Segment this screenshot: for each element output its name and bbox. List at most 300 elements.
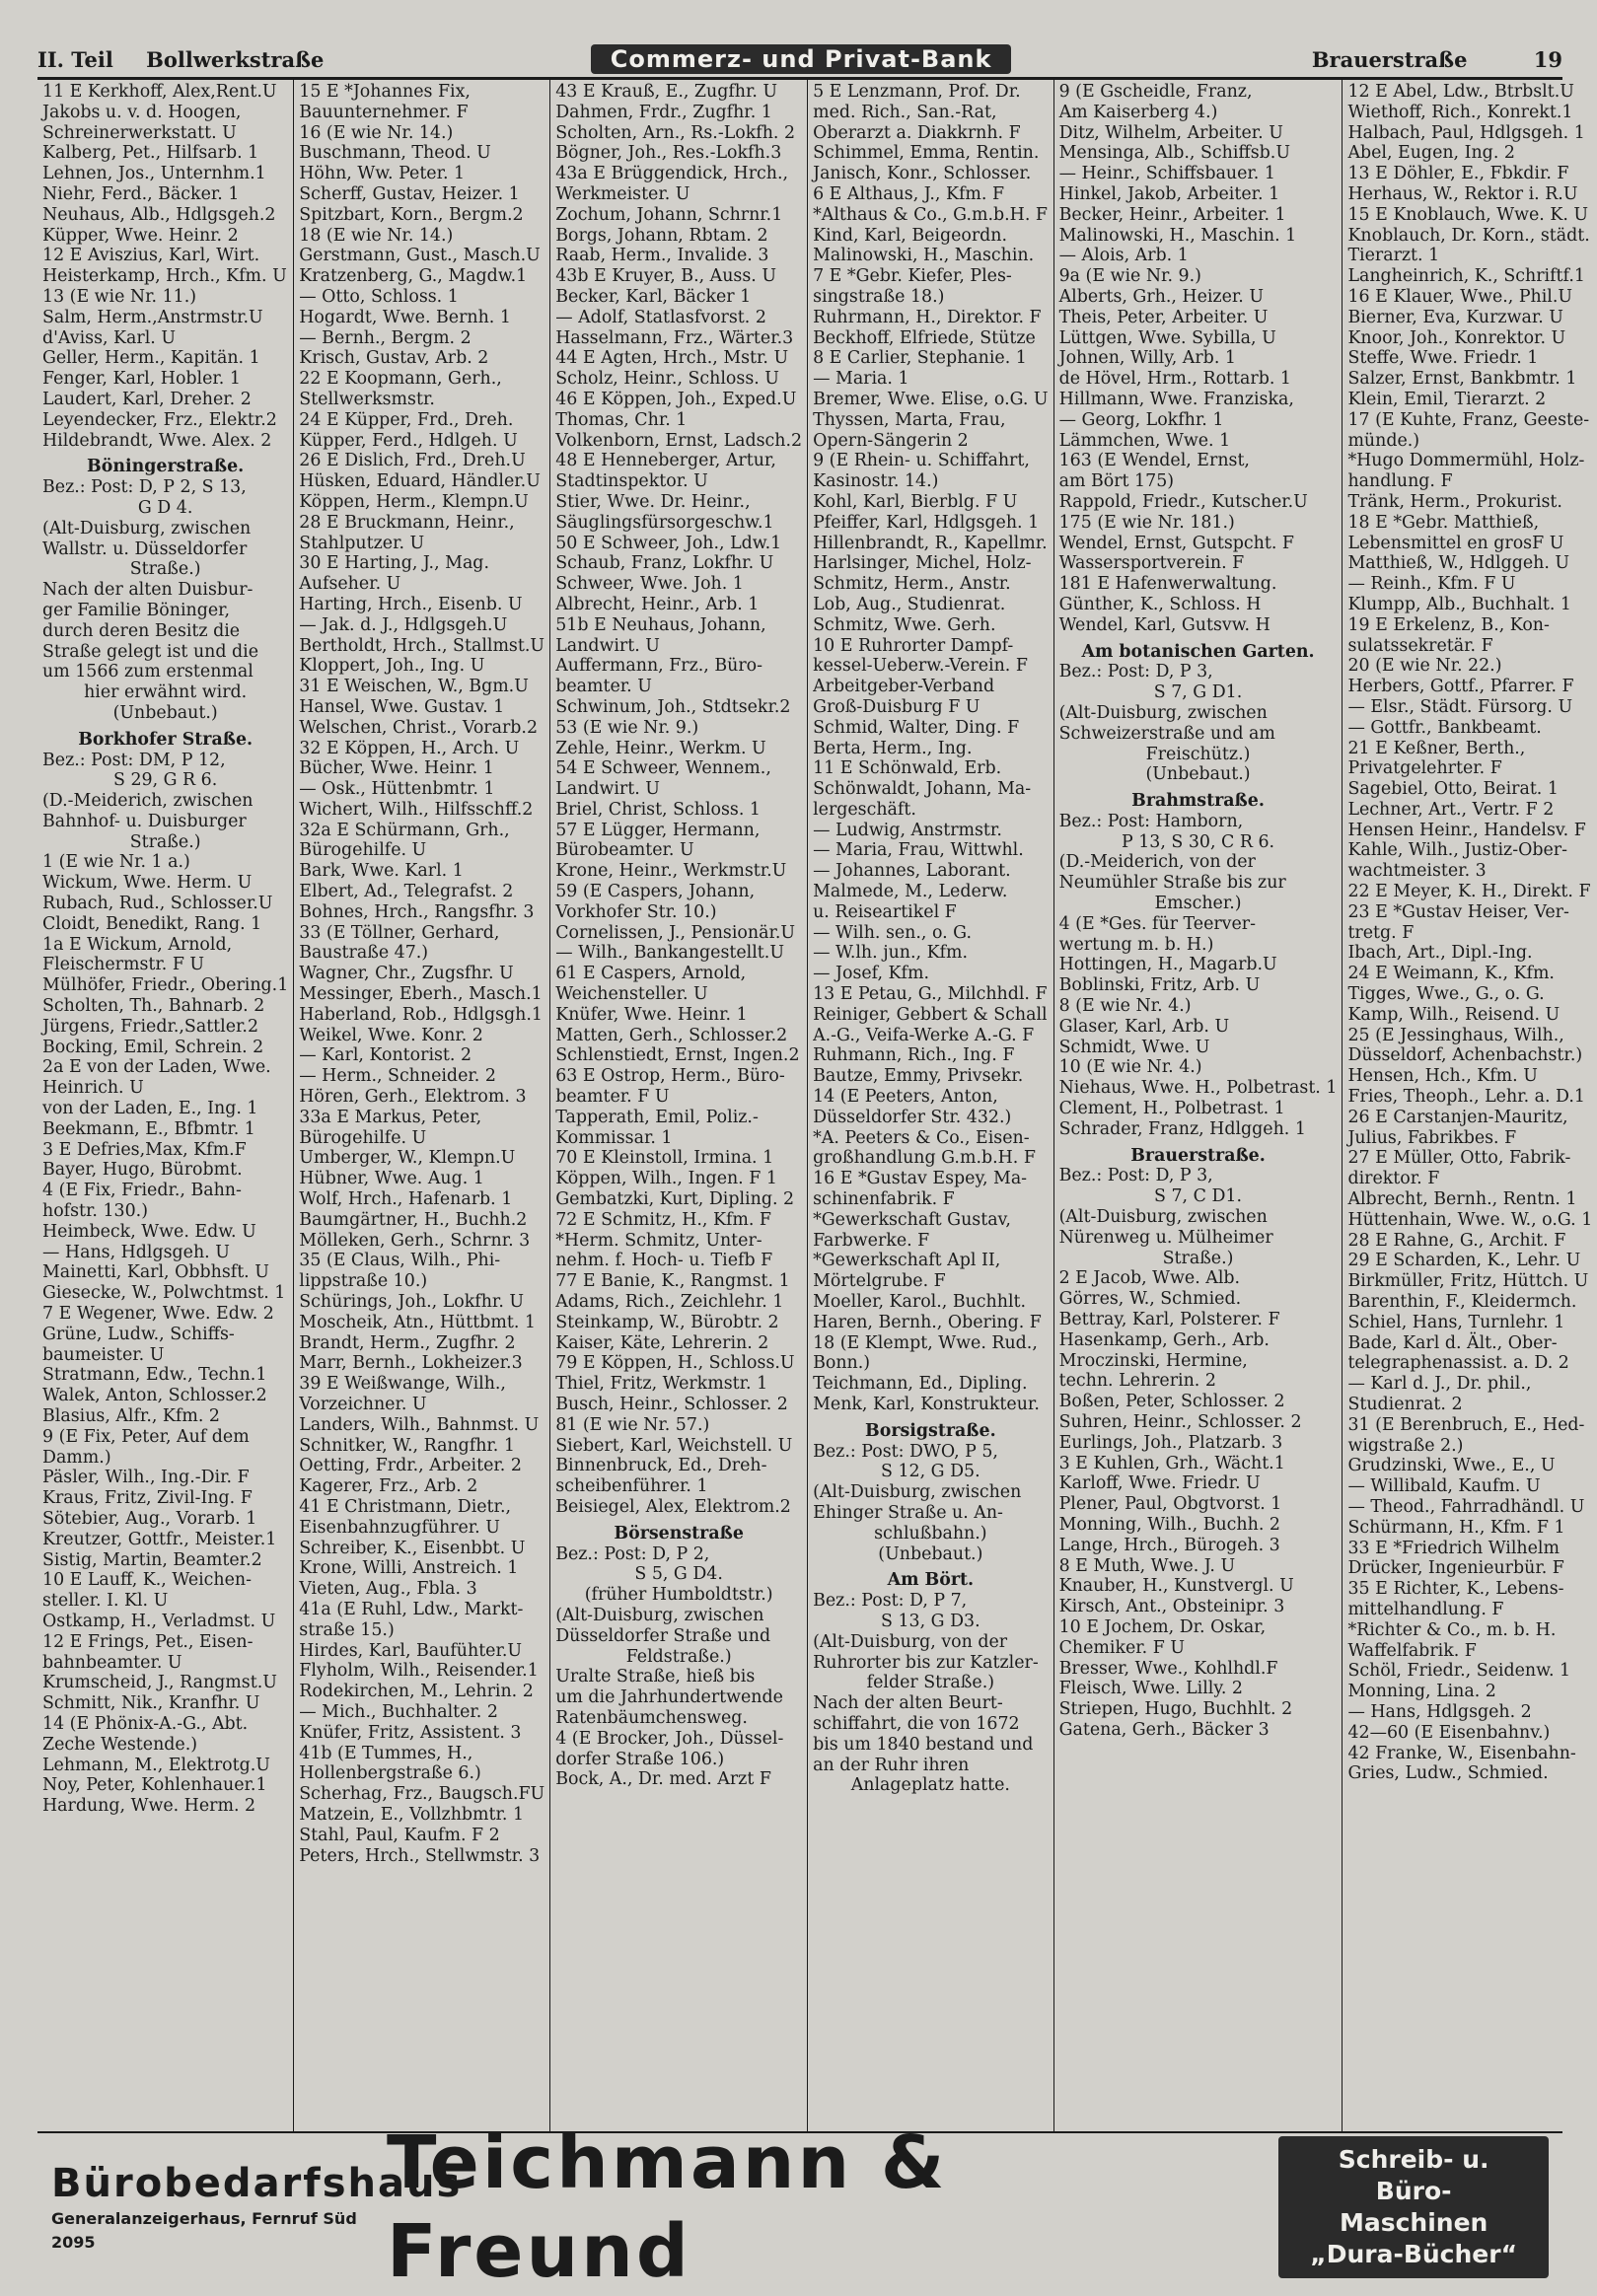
directory-entry: Striepen, Hugo, Buchhlt. 2 [1058, 1699, 1293, 1720]
directory-entry: Schreinerwerkstatt. U [42, 122, 237, 143]
directory-entry: — Hans, Hdlgsgeh. 2 [1347, 1701, 1532, 1722]
directory-entry: Kahle, Wilh., Justiz-Ober- [1347, 840, 1567, 861]
directory-entry: Herbers, Gottf., Pfarrer. F [1347, 677, 1574, 697]
directory-entry: Thomas, Chr. 1 [555, 409, 688, 430]
directory-entry: de Hövel, Hrm., Rottarb. 1 [1058, 369, 1291, 390]
directory-entry: Krone, Heinr., Werkmstr.U [555, 861, 787, 882]
directory-entry: S 7, G D1. [1153, 682, 1243, 703]
directory-entry: Walek, Anton, Schlosser.2 [42, 1386, 267, 1406]
directory-entry: Elbert, Ad., Telegrafst. 2 [299, 882, 514, 902]
directory-entry: Volkenborn, Ernst, Ladsch.2 [555, 430, 803, 451]
directory-entry: Bertholdt, Hrch., Stallmst.U [299, 635, 545, 656]
directory-entry: — Osk., Hüttenbmtr. 1 [299, 779, 495, 800]
directory-entry: Schimmel, Emma, Rentin. [813, 143, 1040, 164]
directory-entry: 24 E Weimann, K., Kfm. [1347, 964, 1555, 984]
directory-entry: 31 E Weischen, W., Bgm.U [299, 677, 529, 697]
directory-entry: Bierner, Eva, Kurzwar. U [1347, 307, 1563, 327]
directory-entry: 10 (E wie Nr. 4.) [1058, 1057, 1202, 1078]
directory-entry: Straße.) [129, 831, 201, 852]
directory-entry: Groß-Duisburg F U [813, 696, 980, 717]
directory-entry: Vorkhofer Str. 10.) [555, 901, 717, 922]
directory-entry: Schiel, Hans, Turnlehr. 1 [1347, 1312, 1565, 1332]
directory-entry: Werkmeister. U [555, 183, 690, 204]
directory-entry: Moeller, Karol., Buchhlt. [813, 1292, 1027, 1313]
ad-right-box [1278, 2136, 1549, 2278]
directory-entry: Hogardt, Wwe. Bernh. 1 [299, 307, 511, 327]
directory-entry: Knüfer, Fritz, Assistent. 3 [299, 1722, 522, 1743]
directory-entry: — Maria, Frau, Wittwhl. [813, 840, 1024, 861]
column-4 [808, 80, 1054, 2131]
street-heading: Borsigstraße. [865, 1420, 996, 1441]
directory-entry: 14 (E Phönix-A.-G., Abt. [42, 1713, 249, 1734]
directory-entry: 63 E Ostrop, Herm., Büro- [555, 1066, 785, 1087]
directory-entry: Clement, H., Polbetrast. 1 [1058, 1099, 1285, 1119]
directory-entry: Günther, K., Schloss. H [1058, 594, 1262, 614]
directory-entry: 59 (E Caspers, Johann, [555, 882, 756, 902]
directory-entry: Blasius, Alfr., Kfm. 2 [42, 1406, 220, 1426]
page-header [37, 41, 1562, 80]
directory-entry: Straße gelegt ist und die [42, 641, 258, 662]
directory-entry: Lehmann, M., Elektrotg.U [42, 1755, 270, 1775]
directory-entry: Cornelissen, J., Pensionär.U [555, 922, 796, 943]
directory-entry: Eurlings, Joh., Platzarb. 3 [1058, 1432, 1283, 1453]
directory-entry: Glaser, Karl, Arb. U [1058, 1016, 1230, 1037]
directory-entry: 2a E von der Laden, Wwe. [42, 1057, 271, 1078]
street-heading: Borkhofer Straße. [78, 729, 254, 750]
directory-entry: Matzein, E., Vollzhbmtr. 1 [299, 1804, 525, 1825]
directory-entry: 72 E Schmitz, H., Kfm. F [555, 1209, 771, 1230]
directory-entry: — Georg, Lokfhr. 1 [1058, 409, 1224, 430]
directory-entry: Spitzbart, Korn., Bergm.2 [299, 204, 524, 225]
directory-entry: Kind, Karl, Beigeordn. [813, 225, 1008, 246]
directory-entry: Nach der alten Beurt- [813, 1693, 1003, 1714]
directory-entry: Salm, Herm.,Anstrmstr.U [42, 307, 263, 327]
directory-entry: — Mich., Buchhalter. 2 [299, 1701, 498, 1722]
directory-entry: 70 E Kleinstoll, Irmina. 1 [555, 1148, 774, 1169]
directory-entry: *Gewerkschaft Apl II, [813, 1251, 1001, 1271]
column-6 [1343, 80, 1597, 2131]
directory-entry: sulatssekretär. F [1347, 635, 1493, 656]
directory-entry: Ostkamp, H., Verladmst. U [42, 1611, 276, 1631]
directory-entry: med. Rich., San.-Rat, [813, 102, 997, 122]
directory-entry: Thiel, Fritz, Werkmstr. 1 [555, 1374, 768, 1395]
directory-entry: Plener, Paul, Obgtvorst. 1 [1058, 1494, 1282, 1515]
directory-entry: Anlageplatz hatte. [850, 1775, 1010, 1796]
directory-entry: *Herm. Schmitz, Unter- [555, 1230, 762, 1251]
directory-entry: Schrader, Franz, Hdlggeh. 1 [1058, 1118, 1306, 1139]
directory-entry: Aufseher. U [299, 574, 401, 595]
directory-entry: Knoor, Joh., Konrektor. U [1347, 327, 1566, 348]
directory-entry: Zeche Westende.) [42, 1734, 198, 1755]
directory-entry: 22 E Koopmann, Gerh., [299, 369, 502, 390]
directory-entry: Gatena, Gerh., Bäcker 3 [1058, 1719, 1270, 1740]
directory-entry: Cloidt, Benedikt, Rang. 1 [42, 913, 262, 934]
directory-entry: Kommissar. 1 [555, 1127, 673, 1148]
directory-entry: 11 E Schönwald, Erb. [813, 758, 1002, 779]
directory-entry: Tapperath, Emil, Poliz.- [555, 1107, 759, 1127]
directory-entry: 43b E Kruyer, B., Auss. U [555, 266, 776, 287]
directory-entry: 22 E Meyer, K. H., Direkt. F [1347, 882, 1591, 902]
directory-entry: felder Straße.) [866, 1673, 995, 1693]
directory-entry: handlung. F [1347, 471, 1453, 492]
directory-entry: Wassersportverein. F [1058, 553, 1245, 574]
directory-entry: münde.) [1347, 430, 1420, 451]
directory-entry: von der Laden, E., Ing. 1 [42, 1099, 258, 1119]
directory-entry: Sistig, Martin, Beamter.2 [42, 1549, 262, 1570]
directory-entry: — Johannes, Laborant. [813, 861, 1011, 882]
directory-entry: u. Reiseartikel F [813, 901, 957, 922]
directory-entry: Bürogehilfe. U [299, 1127, 427, 1148]
columns-area [37, 80, 1593, 2133]
directory-entry: um die Jahrhundertwende [555, 1687, 783, 1708]
ad-left-title: Bürobedarfshaus [51, 2161, 463, 2206]
directory-entry: Düsseldorfer Straße und [555, 1625, 771, 1646]
directory-entry: Thyssen, Marta, Frau, [813, 409, 1006, 430]
directory-entry: beamter. F U [555, 1087, 670, 1108]
directory-entry: Drücker, Ingenieurbür. F [1347, 1558, 1564, 1579]
directory-entry: Laudert, Karl, Dreher. 2 [42, 389, 252, 409]
directory-entry: (Alt-Duisburg, zwischen [42, 518, 252, 538]
directory-entry: Bez.: Post: D, P 3, [1058, 1166, 1213, 1186]
directory-entry: Tigges, Wwe., G., o. G. [1347, 984, 1545, 1005]
directory-entry: Bez.: Post: D, P 2, S 13, [42, 477, 247, 498]
directory-entry: — Alois, Arb. 1 [1058, 246, 1189, 266]
directory-entry: 18 (E wie Nr. 14.) [299, 225, 454, 246]
directory-entry: bis um 1840 bestand und [813, 1734, 1034, 1755]
directory-entry: — Willibald, Kaufm. U [1347, 1476, 1541, 1497]
directory-entry: — W.lh. jun., Kfm. [813, 943, 969, 964]
directory-entry: Malmede, M., Lederw. [813, 882, 1008, 902]
directory-entry: Reiniger, Gebbert & Schall [813, 1004, 1048, 1025]
directory-entry: 54 E Schweer, Wennem., [555, 758, 771, 779]
directory-entry: Beckhoff, Elfriede, Stütze [813, 327, 1036, 348]
directory-entry: *Hugo Dommermühl, Holz- [1347, 451, 1585, 471]
directory-entry: Giesecke, W., Polwchtmst. 1 [42, 1283, 286, 1304]
directory-entry: Umberger, W., Klempn.U [299, 1148, 516, 1169]
directory-entry: Fenger, Karl, Hobler. 1 [42, 369, 241, 390]
directory-entry: Lebensmittel en grosF U [1347, 533, 1564, 553]
directory-entry: Chemiker. F U [1058, 1637, 1185, 1658]
directory-entry: Privatgelehrter. F [1347, 758, 1502, 779]
directory-entry: Mroczinski, Hermine, [1058, 1350, 1248, 1371]
page-number: 19 [1533, 46, 1562, 72]
directory-entry: Hardung, Wwe. Herm. 2 [42, 1796, 256, 1817]
directory-entry: 33a E Markus, Peter, [299, 1107, 482, 1127]
directory-entry: (Unbebaut.) [1145, 764, 1251, 785]
directory-entry: Bettray, Karl, Polsterer. F [1058, 1310, 1280, 1330]
directory-entry: — Josef, Kfm. [813, 964, 929, 984]
directory-entry: Teichmann, Ed., Dipling. [813, 1374, 1028, 1395]
directory-entry: scheibenführer. 1 [555, 1476, 708, 1497]
directory-entry: großhandlung G.m.b.H. F [813, 1148, 1036, 1169]
directory-entry: Becker, Heinr., Arbeiter. 1 [1058, 204, 1286, 225]
directory-entry: (Unbebaut.) [878, 1543, 983, 1564]
directory-entry: Abel, Eugen, Ing. 2 [1347, 143, 1515, 164]
directory-entry: S 13, G D3. [881, 1611, 980, 1631]
directory-entry: Janisch, Konr., Schlosser. [813, 164, 1032, 184]
directory-entry: Schmidt, Wwe. U [1058, 1037, 1210, 1057]
directory-entry: Hinkel, Jakob, Arbeiter. 1 [1058, 183, 1280, 204]
directory-entry: *Richter & Co., m. b. H. [1347, 1619, 1557, 1640]
directory-entry: Waffelfabrik. F [1347, 1640, 1477, 1661]
directory-entry: Tränk, Herm., Prokurist. [1347, 491, 1562, 512]
directory-entry: Moscheik, Atn., Hüttbmt. 1 [299, 1312, 536, 1332]
directory-entry: 16 E Klauer, Wwe., Phil.U [1347, 286, 1573, 307]
directory-entry: Scholz, Heinr., Schloss. U [555, 369, 779, 390]
directory-entry: — Bernh., Bergm. 2 [299, 327, 472, 348]
directory-entry: Bahnhof- u. Duisburger [42, 811, 247, 831]
directory-entry: Busch, Heinr., Schlosser. 2 [555, 1395, 788, 1414]
directory-entry: Mensinga, Alb., Schiffsb.U [1058, 143, 1290, 164]
directory-entry: Bade, Karl d. Ält., Ober- [1347, 1332, 1558, 1353]
directory-entry: Peters, Hrch., Stellwmstr. 3 [299, 1845, 541, 1866]
directory-entry: 27 E Müller, Otto, Fabrik- [1347, 1148, 1571, 1169]
directory-entry: Baumgärtner, H., Buchh.2 [299, 1209, 528, 1230]
directory-entry: nehm. f. Hoch- u. Tiefb F [555, 1251, 773, 1271]
directory-entry: 32 E Köppen, H., Arch. U [299, 738, 520, 758]
directory-entry: kessel-Ueberw.-Verein. F [813, 656, 1028, 677]
directory-entry: Jakobs u. v. d. Hoogen, [42, 102, 242, 122]
directory-entry: 14 (E Peeters, Anton, [813, 1087, 998, 1108]
directory-entry: 163 (E Wendel, Ernst, [1058, 451, 1250, 471]
directory-entry: Wichert, Wilh., Hilfsschff.2 [299, 799, 534, 820]
directory-entry: — Karl d. J., Dr. phil., [1347, 1374, 1532, 1395]
directory-entry: 42 Franke, W., Eisenbahn- [1347, 1743, 1576, 1763]
directory-entry: Vorzeichner. U [299, 1395, 427, 1414]
directory-entry: Schlenstiedt, Ernst, Ingen.2 [555, 1045, 800, 1066]
directory-entry: Hüsken, Eduard, Händler.U [299, 471, 541, 492]
directory-entry: S 12, G D5. [881, 1462, 980, 1482]
directory-entry: Krone, Willi, Anstreich. 1 [299, 1558, 519, 1579]
ad-right-line-1: Schreib- u. Büro- [1338, 2145, 1489, 2205]
directory-entry: Schweer, Wwe. Joh. 1 [555, 574, 744, 595]
directory-entry: Bauunternehmer. F [299, 102, 469, 122]
directory-entry: 48 E Henneberger, Artur, [555, 451, 776, 471]
directory-entry: am Bört 175) [1058, 471, 1175, 492]
directory-entry: Neumühler Straße bis zur [1058, 873, 1286, 894]
directory-entry: Niehr, Ferd., Bäcker. 1 [42, 183, 240, 204]
directory-entry: Studienrat. 2 [1347, 1395, 1463, 1414]
directory-entry: Binnenbruck, Ed., Dreh- [555, 1456, 767, 1476]
directory-entry: Bez.: Post: D, P 2, [555, 1543, 710, 1564]
directory-entry: Welschen, Christ., Vorarb.2 [299, 717, 539, 738]
directory-entry: Krisch, Gustav, Arb. 2 [299, 348, 489, 369]
directory-entry: wigstraße 2.) [1347, 1435, 1464, 1456]
directory-entry: Leyendecker, Frz., Elektr.2 [42, 409, 277, 430]
directory-entry: Lange, Hrch., Bürogeh. 3 [1058, 1535, 1280, 1555]
directory-entry: Bresser, Wwe., Kohlhdl.F [1058, 1658, 1278, 1679]
directory-entry: durch deren Besitz die [42, 620, 241, 641]
directory-entry: Stadtinspektor. U [555, 471, 708, 492]
directory-entry: 81 (E wie Nr. 57.) [555, 1414, 710, 1435]
directory-entry: Bonn.) [813, 1353, 871, 1374]
directory-entry: Stahlputzer. U [299, 533, 425, 553]
directory-entry: 11 E Kerkhoff, Alex,Rent.U [42, 82, 277, 102]
directory-entry: Schmitz, Herm., Anstr. [813, 574, 1011, 595]
directory-entry: Küpper, Wwe. Heinr. 2 [42, 225, 239, 246]
directory-entry: Klumpp, Alb., Buchhalt. 1 [1347, 594, 1571, 614]
directory-entry: Wendel, Karl, Gutsvw. H [1058, 614, 1270, 635]
directory-entry: Theis, Peter, Arbeiter. U [1058, 307, 1269, 327]
directory-entry: Bocking, Emil, Schrein. 2 [42, 1037, 264, 1057]
directory-entry: Bez.: Post: Hamborn, [1058, 811, 1244, 831]
directory-entry: Oetting, Frdr., Arbeiter. 2 [299, 1456, 522, 1476]
directory-entry: — Wilh., Bankangestellt.U [555, 943, 784, 964]
directory-entry: 53 (E wie Nr. 9.) [555, 717, 699, 738]
directory-entry: Knauber, H., Kunstvergl. U [1058, 1576, 1294, 1597]
directory-entry: Weikel, Wwe. Konr. 2 [299, 1025, 483, 1045]
directory-entry: Säuglingsfürsorgeschw.1 [555, 512, 774, 533]
directory-entry: (D.-Meiderich, zwischen [42, 791, 254, 812]
directory-entry: — Karl, Kontorist. 2 [299, 1045, 472, 1066]
directory-entry: Beisiegel, Alex, Elektrom.2 [555, 1496, 791, 1517]
right-street-label: Brauerstraße [1311, 46, 1468, 72]
ad-left-subtitle: Generalanzeigerhaus, Fernruf Süd 2095 [51, 2209, 357, 2252]
directory-entry: 4 (E Fix, Friedr., Bahn- [42, 1181, 242, 1201]
directory-entry: schlußbahn.) [874, 1523, 987, 1543]
directory-entry: Menk, Karl, Konstrukteur. [813, 1395, 1040, 1414]
directory-entry: Köppen, Wilh., Ingen. F 1 [555, 1169, 777, 1189]
directory-entry: Niehaus, Wwe. H., Polbetrast. 1 [1058, 1078, 1338, 1099]
directory-entry: Düsseldorfer Str. 432.) [813, 1107, 1012, 1127]
directory-entry: Hüttenhain, Wwe. W., o.G. 1 [1347, 1209, 1593, 1230]
directory-entry: — Ludwig, Anstrmstr. [813, 820, 1002, 840]
directory-entry: Schönwaldt, Johann, Ma- [813, 779, 1032, 800]
directory-entry: Wolf, Hrch., Hafenarb. 1 [299, 1189, 513, 1210]
directory-entry: Hasenkamp, Gerh., Arb. [1058, 1329, 1270, 1350]
directory-entry: Düsseldorf, Achenbachstr.) [1347, 1045, 1583, 1066]
directory-entry: Mörtelgrube. F [813, 1271, 946, 1292]
directory-entry: A.-G., Veifa-Werke A.-G. F [813, 1025, 1035, 1045]
directory-entry: (Alt-Duisburg, zwischen [555, 1605, 764, 1625]
directory-entry: Bücher, Wwe. Heinr. 1 [299, 758, 494, 779]
directory-entry: Scherhag, Frz., Baugsch.FU [299, 1784, 545, 1805]
directory-entry: Kratzenberg, G., Magdw.1 [299, 266, 528, 287]
street-heading: Brauerstraße. [1130, 1145, 1266, 1166]
directory-entry: Auffermann, Frz., Büro- [555, 656, 763, 677]
directory-entry: 10 E Ruhrorter Dampf- [813, 635, 1014, 656]
directory-entry: 16 E *Gustav Espey, Ma- [813, 1169, 1028, 1189]
directory-entry: Ruhmann, Rich., Ing. F [813, 1045, 1015, 1066]
ad-left [51, 2160, 463, 2255]
directory-entry: 7 E Wegener, Wwe. Edw. 2 [42, 1304, 274, 1325]
directory-entry: Flyholm, Wilh., Reisender.1 [299, 1661, 539, 1682]
directory-entry: Emscher.) [1154, 894, 1242, 914]
directory-entry: direktor. F [1347, 1169, 1440, 1189]
directory-entry: Hören, Gerh., Elektrom. 3 [299, 1087, 527, 1108]
directory-entry: Jürgens, Friedr.,Sattler.2 [42, 1016, 259, 1037]
directory-entry: Scherff, Gustav, Heizer. 1 [299, 183, 520, 204]
directory-entry: 51b E Neuhaus, Johann, [555, 614, 766, 635]
ad-right-line-3: „Dura-Bücher“ [1310, 2240, 1518, 2268]
directory-entry: Bögner, Joh., Res.-Lokfh.3 [555, 143, 782, 164]
directory-entry: Schaub, Franz, Lokfhr. U [555, 553, 774, 574]
directory-entry: Kalberg, Pet., Hilfsarb. 1 [42, 143, 259, 164]
directory-entry: 15 E *Johannes Fix, [299, 82, 471, 102]
directory-entry: 3 E Defries,Max, Kfm.F [42, 1139, 247, 1160]
directory-entry: Stahl, Paul, Kaufm. F 2 [299, 1825, 500, 1845]
directory-entry: 12 E Frings, Pet., Eisen- [42, 1631, 254, 1652]
directory-entry: Briel, Christ, Schloss. 1 [555, 799, 761, 820]
directory-entry: Wendel, Ernst, Gutspcht. F [1058, 533, 1294, 553]
directory-entry: Bark, Wwe. Karl. 1 [299, 861, 464, 882]
directory-entry: Lüttgen, Wwe. Sybilla, U [1058, 327, 1276, 348]
directory-entry: Fleisch, Wwe. Lilly. 2 [1058, 1679, 1243, 1699]
directory-entry: Gerstmann, Gust., Masch.U [299, 246, 541, 266]
directory-entry: 19 E Erkelenz, B., Kon- [1347, 614, 1550, 635]
directory-entry: Wiethoff, Rich., Konrekt.1 [1347, 102, 1573, 122]
directory-entry: Langheinrich, K., Schriftf.1 [1347, 266, 1585, 287]
directory-entry: Neuhaus, Alb., Hdlgsgeh.2 [42, 204, 276, 225]
directory-entry: Messinger, Eberh., Masch.1 [299, 984, 543, 1005]
directory-entry: Ruhrmann, H., Direktor. F [813, 307, 1042, 327]
ad-right-line-2: Maschinen [1339, 2208, 1488, 2237]
directory-entry: Suhren, Heinr., Schlosser. 2 [1058, 1412, 1302, 1432]
directory-entry: Brandt, Herm., Zugfhr. 2 [299, 1332, 516, 1353]
directory-entry: (früher Humboldtstr.) [584, 1585, 773, 1606]
directory-entry: hier erwähnt wird. [84, 682, 248, 703]
directory-entry: Sötebier, Aug., Vorarb. 1 [42, 1508, 257, 1529]
directory-entry: — Otto, Schloss. 1 [299, 286, 459, 307]
directory-entry: Bez.: Post: D, P 7, [813, 1591, 968, 1612]
directory-entry: Hillmann, Wwe. Franziska, [1058, 389, 1294, 409]
directory-entry: 41a (E Ruhl, Ldw., Markt- [299, 1599, 524, 1619]
column-3 [550, 80, 808, 2131]
directory-entry: Rodekirchen, M., Lehrin. 2 [299, 1682, 534, 1702]
directory-entry: 35 E Richter, K., Lebens- [1347, 1579, 1564, 1600]
directory-entry: mittelhandlung. F [1347, 1599, 1504, 1619]
directory-entry: (Alt-Duisburg, zwischen [813, 1482, 1022, 1503]
directory-entry: Farbwerke. F [813, 1230, 930, 1251]
directory-entry: techn. Lehrerin. 2 [1058, 1371, 1216, 1392]
header-left [37, 47, 349, 72]
directory-entry: Zehle, Heinr., Werkm. U [555, 738, 766, 758]
directory-entry: Kamp, Wilh., Reisend. U [1347, 1004, 1561, 1025]
directory-entry: Herhaus, W., Rektor i. R.U [1347, 183, 1578, 204]
directory-entry: Ibach, Art., Dipl.-Ing. [1347, 943, 1533, 964]
directory-entry: Eisenbahnzugführer. U [299, 1517, 500, 1538]
directory-entry: Berta, Herm., Ing. [813, 738, 973, 758]
directory-entry: Fleischermstr. F U [42, 955, 205, 975]
directory-entry: steller. I. Kl. U [42, 1591, 169, 1612]
directory-entry: Uralte Straße, hieß bis [555, 1667, 756, 1687]
column-2 [294, 80, 550, 2131]
directory-entry: 6 E Althaus, J., Kfm. F [813, 183, 1005, 204]
directory-entry: Karloff, Wwe. Friedr. U [1058, 1473, 1261, 1494]
directory-entry: 9 (E Fix, Peter, Auf dem [42, 1426, 250, 1447]
directory-entry: Grüne, Ludw., Schiffs- [42, 1324, 235, 1344]
directory-entry: Bock, A., Dr. med. Arzt F [555, 1769, 771, 1790]
directory-entry: 26 E Carstanjen-Mauritz, [1347, 1107, 1568, 1127]
directory-entry: 13 (E wie Nr. 11.) [42, 286, 197, 307]
directory-entry: Mölleken, Gerh., Schrnr. 3 [299, 1230, 531, 1251]
directory-entry: Ditz, Wilhelm, Arbeiter. U [1058, 122, 1283, 143]
directory-entry: Fries, Theoph., Lehr. a. D.1 [1347, 1087, 1585, 1108]
directory-entry: P 13, S 30, C R 6. [1121, 831, 1275, 852]
directory-entry: *A. Peeters & Co., Eisen- [813, 1127, 1030, 1148]
street-heading: Böningerstraße. [87, 457, 245, 477]
directory-entry: Wagner, Chr., Zugsfhr. U [299, 964, 514, 984]
directory-entry: Beekmann, E., Bfbmtr. 1 [42, 1118, 255, 1139]
directory-entry: Schweizerstraße und am [1058, 723, 1275, 744]
directory-entry: Am Kaiserberg 4.) [1058, 102, 1218, 122]
directory-entry: Hillenbrandt, R., Kapellmr. [813, 533, 1048, 553]
directory-entry: G D 4. [137, 497, 193, 518]
directory-entry: — Jak. d. J., Hdlgsgeh.U [299, 614, 508, 635]
directory-entry: 12 E Abel, Ldw., Btrbslt.U [1347, 82, 1574, 102]
directory-entry: Lob, Aug., Studienrat. [813, 594, 1006, 614]
directory-entry: Bez.: Post: DWO, P 5, [813, 1441, 998, 1462]
